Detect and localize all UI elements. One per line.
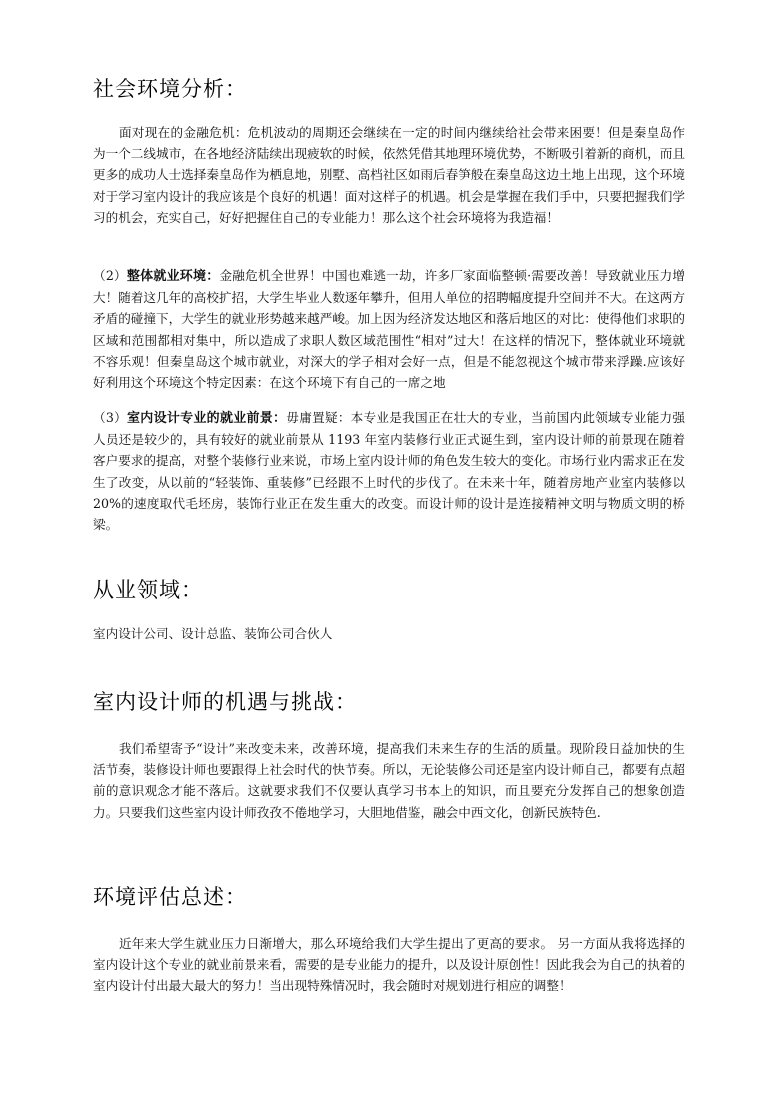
paragraph-opportunity-challenge: 我们希望寄予“设计”来改变未来，改善环境，提高我们未来生存的生活的质量。现阶段日益加快的生活节奏，装修设计师也要跟得上社会时代的快节奏。所以，无论装修公司还是室内设计师自己，都要有点超前的意识观念才能不落后。这就要求我们不仅要认真学习书本上的知识，而且要充分发挥自己的想象创造力。只要我们这些室内设计师孜孜不倦地学习，大胆地借鉴，融会中西文化，创新民族特色. (93, 741, 685, 820)
item-text-prospects: 毋庸置疑：本专业是我国正在壮大的专业，当前国内此领域专业能力强人员还是较少的，具有较好的就业前景从 1193 年室内装修行业正式诞生到，室内设计师的前景现在随着客户要求的提高，对整个装修行业来说，市场上室内设计师的角色发生较大的变化。市场行业内需求正在发生了改变，从以前的“轻装饰、重装修”已经跟不上时代的步伐了。在未来十年，随着房地产业室内装修以 20%的速度取代毛坯房，装饰行业正在发生重大的改变。而设计师的设计是连接精神文明与物质文明的桥梁。 (93, 410, 686, 533)
paragraph-career-prospects (93, 407, 685, 535)
item-label-employment: 整体就业环境： (126, 269, 220, 284)
heading-opportunity-challenge: 室内设计师的机遇与挑战： (93, 690, 357, 714)
heading-employment-fields: 从业领域： (93, 578, 203, 602)
item-number-2: （2） (93, 268, 127, 283)
paragraph-employment-fields: 室内设计公司、设计总监、装饰公司合伙人 (93, 626, 333, 641)
paragraph-employment-environment (93, 265, 685, 393)
item-label-prospects: 室内设计专业的就业前景： (127, 411, 287, 426)
heading-assessment-summary: 环境评估总述： (93, 885, 247, 909)
item-number-3: （3） (93, 410, 128, 425)
item-text-employment: 金融危机全世界！中国也难逃一劫，许多厂家面临整顿·需要改善！导致就业压力增大！随着这几年的高校扩招，大学生毕业人数逐年攀升，但用人单位的招聘幅度提升空间并不大。在这两方矛盾的碰撞下，大学生的就业形势越来越严峻。加上因为经济发达地区和落后地区的对比：使得他们求职的区域和范围都相对集中，所以造成了求职人数区域范围性“相对”过大！在这样的情况下，整体就业环境就不容乐观！但秦皇岛这个城市就业，对深大的学子相对会好一点，但是不能忽视这个城市带来浮躁.应该好好利用这个环境这个特定因素：在这个环境下有自己的一席之地 (93, 268, 685, 391)
heading-social-environment: 社会环境分析： (93, 77, 247, 101)
paragraph-financial-crisis: 面对现在的金融危机：危机波动的周期还会继续在一定的时间内继续给社会带来困要！但是秦皇岛作为一个二线城市，在各地经济陆续出现疲软的时候，依然凭借其地理环境优势，不断吸引着新的商机，而且更多的成功人士选择秦皇岛作为栖息地，别墅、高档社区如雨后春笋般在秦皇岛这边土地上出现，这个环境对于学习室内设计的我应该是个良好的机遇！面对这样子的机遇。机会是掌握在我们手中，只要把握我们学习的机会，充实自己，好好把握住自己的专业能力！那么这个社会环境将为我造福！ (93, 125, 685, 225)
paragraph-assessment-summary: 近年来大学生就业压力日渐增大，那么环境给我们大学生提出了更高的要求。 另一方面从我将选择的室内设计这个专业的就业前景来看，需要的是专业能力的提升，以及设计原创性！因此我会为自己的执着的室内设计付出最大最大的努力！当出现特殊情况时，我会随时对规划进行相应的调整！ (93, 936, 685, 994)
